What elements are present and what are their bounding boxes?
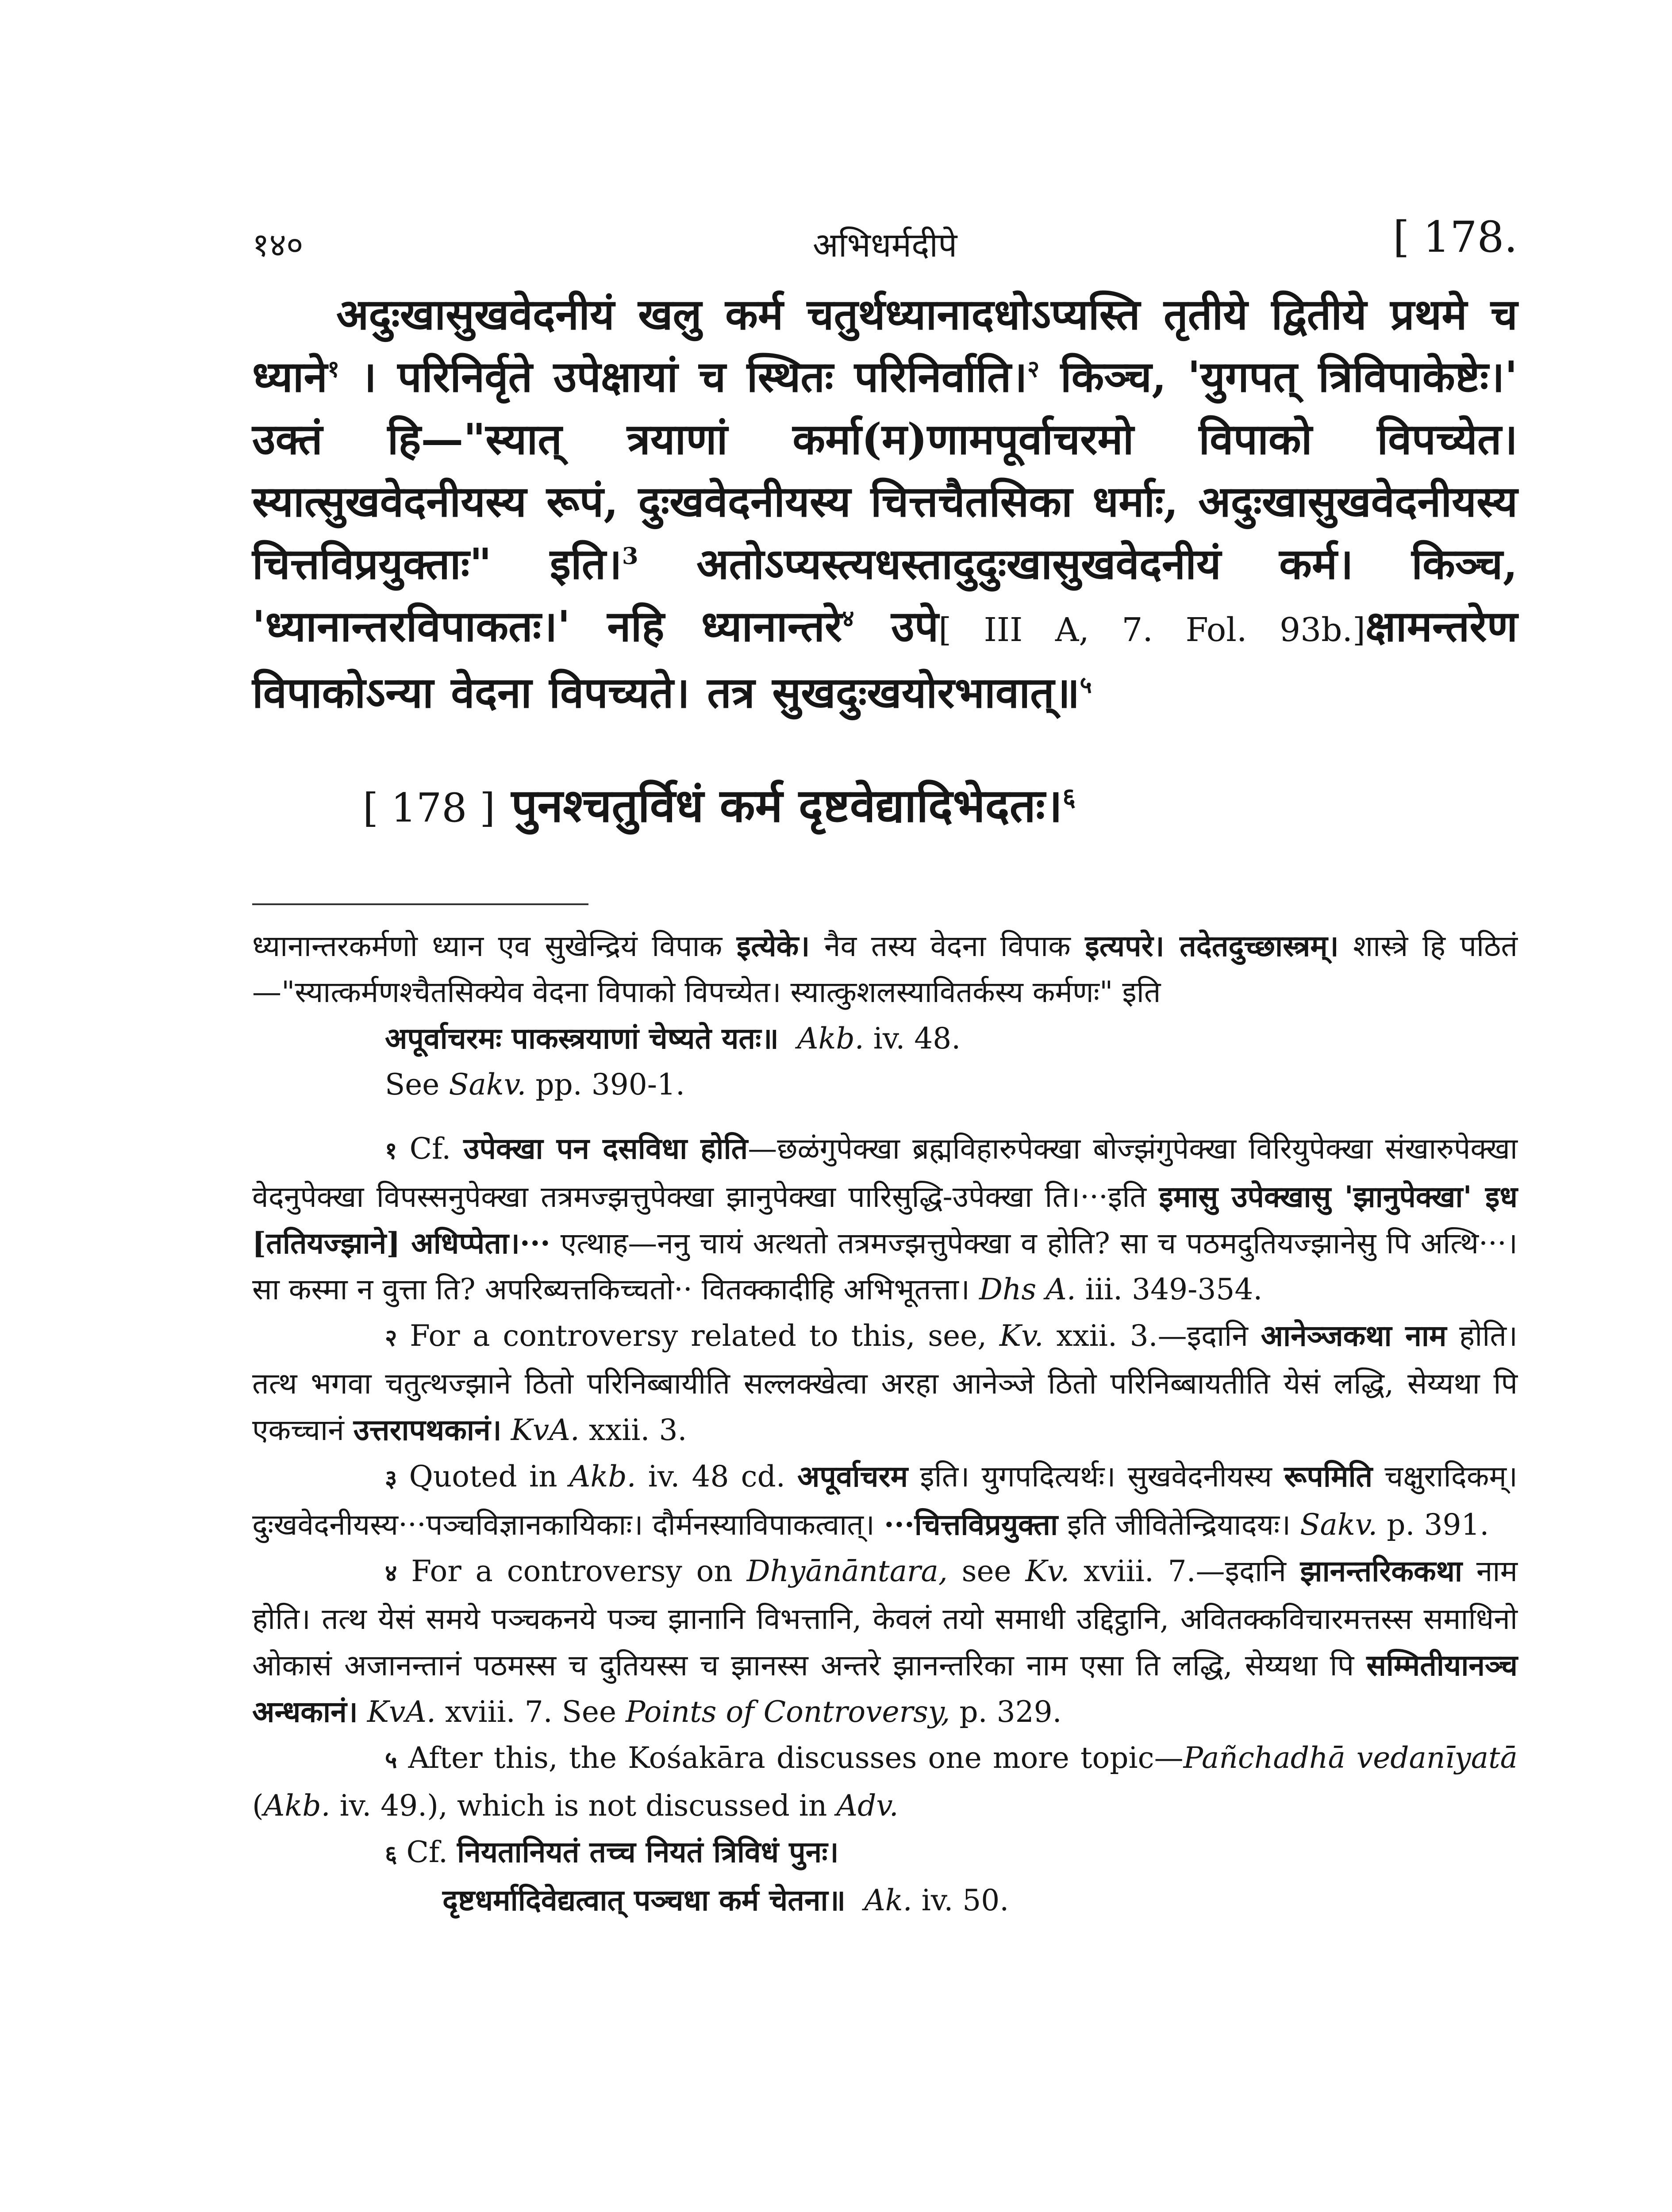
- bold-text: इत्येके।: [736, 929, 810, 963]
- footnote-ref: ४: [842, 605, 854, 632]
- footnote-3: [252, 1453, 1518, 1548]
- footnote-2: [252, 1313, 1518, 1453]
- text-segment: —छळंगुपेक्खा ब्रह्मविहारुपेक्खा बोज्झंगुपेक्खा विरियुपेक्खा संखारुपेक्खा वेदनुपेक्खा विपस्सनुपेक्खा तत्रमज्झत्तुपेक्खा झानुपेक्खा पारिसुद्धि-उपेक्खा ति।···इति: [252, 1132, 1518, 1214]
- text-segment: । परिनिर्वृते उपेक्षायां च स्थितः परिनिर्वाति।: [360, 352, 1027, 402]
- verse-reference: [ 178.: [1393, 212, 1518, 262]
- footnote-ref: ५: [1080, 671, 1092, 699]
- text-segment: (: [252, 1789, 264, 1823]
- citation: iv. 48.: [873, 1022, 961, 1056]
- text-segment: उपे: [891, 601, 939, 651]
- text-segment: Cf.: [409, 1132, 451, 1166]
- citation: iv. 50.: [921, 1883, 1009, 1917]
- text-segment: नैव तस्य वेदना विपाक: [824, 929, 1071, 963]
- bold-text: इमासु उपेक्खासु 'झानुपेक्खा' इध [ततियज्झाने] अधिप्पेता।···: [252, 1179, 1518, 1260]
- footnote-1: [252, 1125, 1518, 1313]
- bold-text: उपेक्खा पन दसविधा होति: [463, 1131, 748, 1166]
- text-segment: see: [961, 1554, 1011, 1588]
- citation: pp. 390-1.: [535, 1068, 685, 1102]
- bold-text: दृष्टधर्मादिवेद्यत्वात् पञ्चधा कर्म चेतना॥: [442, 1883, 846, 1917]
- bold-text: सम्मितीयानञ्च अन्धकानं।: [252, 1648, 1518, 1729]
- citation: Kv.: [999, 1319, 1044, 1353]
- text-segment: क्षामन्तरेण विपाकोऽन्या वेदना विपच्यते। तत्र सुखदुःखयोरभावात्॥: [252, 601, 1518, 718]
- citation: p. 391.: [1387, 1508, 1489, 1542]
- citation: Dhs A.: [979, 1272, 1076, 1306]
- bold-text: उत्तरापथकानं।: [353, 1413, 502, 1447]
- citation: KvA.: [511, 1413, 580, 1447]
- see-reference: [385, 1062, 1518, 1108]
- text-segment: इति। युगपदित्यर्थः। सुखवेदनीयस्य: [920, 1459, 1272, 1494]
- text-segment: ध्यानान्तरकर्मणो ध्यान एव सुखेन्द्रियं विपाक: [252, 929, 723, 963]
- main-paragraph: [252, 283, 1518, 724]
- text-segment: नाम होति। तत्थ येसं समये पञ्चकनये पञ्च झानानि विभत्तानि, केवलं तयो समाधी उद्दिट्ठानि, अवितक्कविचारमत्तस्स समाधिनो ओकासं अजानन्तानं पठमस्स च दुतियस्स च झानस्स अन्तरे झानन्तरिका नाम एसा ति लद्धि, सेय्यथा पि: [252, 1554, 1518, 1682]
- text-segment: See: [385, 1068, 440, 1102]
- text-segment: After this, the Kośakāra discusses one more topic—: [408, 1741, 1184, 1775]
- citation: Kv.: [1025, 1554, 1070, 1588]
- footnote-ref: १: [327, 355, 340, 383]
- footnote-mark: ४: [385, 1559, 397, 1587]
- citation: iii. 349-354.: [1085, 1272, 1263, 1306]
- bold-text: ···चित्तविप्रयुक्ता: [884, 1507, 1058, 1542]
- citation: Akb.: [263, 1789, 331, 1823]
- footnote-mark: २: [385, 1324, 397, 1352]
- verse-text: पुनश्चतुर्विधं कर्म दृष्टवेद्यादिभेदतः।: [511, 778, 1063, 833]
- footnote-mark: १: [385, 1137, 397, 1164]
- italic-term: Dhyānāntara,: [746, 1554, 948, 1588]
- citation: xviii. 7.—इदानि: [1084, 1554, 1286, 1588]
- bold-text: अपूर्वाचरमः पाकस्त्रयाणां चेष्यते यतः॥: [385, 1021, 779, 1056]
- text-segment: होति। तत्थ भगवा चतुत्थज्झाने ठितो परिनिब्बायीति सल्लक्खेत्वा अरहा आनेञ्जे ठितो परिनिब्बायतीति येसं लद्धि, सेय्यथा पि एकच्चानं: [252, 1319, 1518, 1447]
- text-segment: चक्षुरादिकम्। दुःखवेदनीयस्य···पञ्चविज्ञानकायिकाः। दौर्मनस्याविपाकत्वात्।: [252, 1459, 1518, 1542]
- citation: Ak.: [864, 1883, 912, 1917]
- citation: iv. 48 cd.: [648, 1459, 785, 1494]
- citation: xxii. 3.—इदानि: [1056, 1319, 1248, 1353]
- footnote-mark: ५: [385, 1746, 397, 1774]
- text-segment: इति जीवितेन्द्रियादयः।: [1067, 1508, 1291, 1542]
- text-segment: For a controversy on: [411, 1554, 733, 1588]
- footnote-ref: 3: [622, 542, 638, 570]
- bold-text: रूपमिति: [1284, 1459, 1373, 1494]
- text-segment: अतोऽप्यस्त्यधस्तादुदुःखासुखवेदनीयं कर्म। किञ्च, 'ध्यानान्तरविपाकतः।' नहि ध्यानान्तरे: [252, 539, 1518, 651]
- verse-number: [ 178 ]: [363, 785, 496, 831]
- text-segment: शास्त्रे हि पठितं—"स्यात्कर्मणश्चैतसिक्येव वेदना विपाको विपच्येत। स्यात्कुशलस्यावितर्कस्य कर्मणः" इति: [252, 929, 1518, 1009]
- text-segment: अदुःखासुखवेदनीयं खलु कर्म चतुर्थध्यानादधोऽप्यस्ति तृतीये द्वितीये प्रथमे च ध्याने: [252, 289, 1518, 402]
- bold-text: नियतानियतं तच्च नियतं त्रिविधं पुनः।: [457, 1835, 839, 1869]
- footnote-continued: [252, 923, 1518, 1015]
- running-title: अभिधर्मदीपे: [812, 225, 957, 265]
- quoted-verse: [385, 1015, 1518, 1062]
- footnote-6: [252, 1829, 1518, 1877]
- footnote-5: [252, 1735, 1518, 1829]
- footnote-6-verse: [442, 1877, 1518, 1924]
- citation: Sakv.: [1300, 1508, 1378, 1542]
- folio-marker: [ III A, 7. Fol. 93b.]: [938, 611, 1365, 649]
- bold-text: अपूर्वाचरम: [797, 1459, 908, 1494]
- text-segment: एत्थाह—ननु चायं अत्थतो तत्रमज्झत्तुपेक्खा व होति? सा च पठमदुतियज्झानेसु पि अत्थि···। सा कस्मा न वुत्ता ति? अपरिब्यत्तकिच्चतो·· वितक्कादीहि अभिभूतत्ता।: [252, 1226, 1518, 1306]
- bold-text: इत्यपरे। तदेतदुच्छास्त्रम्।: [1085, 929, 1339, 963]
- text-segment: For a controversy related to this, see,: [410, 1319, 987, 1353]
- footnote-mark: ६: [385, 1840, 397, 1868]
- citation: Adv.: [836, 1789, 899, 1823]
- footnotes: [252, 923, 1518, 1924]
- footnote-ref: ६: [1062, 782, 1076, 812]
- text-segment: Quoted in: [409, 1459, 557, 1494]
- citation: Points of Controversy,: [626, 1695, 950, 1729]
- page-number: १४०: [252, 226, 304, 264]
- italic-term: Pañchadhā vedanīyatā: [1183, 1741, 1518, 1775]
- citation: Akb.: [569, 1459, 636, 1494]
- citation: p. 329.: [959, 1695, 1062, 1729]
- citation: Sakv.: [449, 1068, 527, 1102]
- text-segment: iv. 49.), which is not discussed in: [339, 1789, 827, 1823]
- page: [252, 212, 1518, 1924]
- footnote-4: [252, 1548, 1518, 1735]
- citation: KvA.: [367, 1695, 436, 1729]
- citation: Akb.: [797, 1022, 864, 1056]
- bold-text: आनेञ्जकथा नाम: [1261, 1318, 1447, 1353]
- running-head: [252, 212, 1518, 283]
- citation: xxii. 3.: [588, 1413, 687, 1447]
- text-segment: किञ्च, 'युगपत् त्रिविपाकेष्टेः।' उक्तं हि—"स्यात् त्रयाणां कर्मा(म)णामपूर्वाचरमो विपाको विपच्येत। स्यात्सुखवेदनीयस्य रूपं, दुःखवेदनीयस्य चित्तचैतसिका धर्माः, अदुःखासुखवेदनीयस्य चित्तविप्रयुक्ताः" इति।: [252, 352, 1518, 589]
- citation: xviii. 7. See: [445, 1695, 617, 1729]
- main-text: [252, 283, 1518, 724]
- footnote-divider: [252, 903, 588, 905]
- bold-text: झानन्तरिककथा: [1300, 1554, 1462, 1588]
- text-segment: Cf.: [406, 1835, 448, 1869]
- footnote-ref: २: [1027, 355, 1040, 383]
- footnote-mark: ३: [385, 1465, 397, 1492]
- karika-verse: [363, 772, 1518, 841]
